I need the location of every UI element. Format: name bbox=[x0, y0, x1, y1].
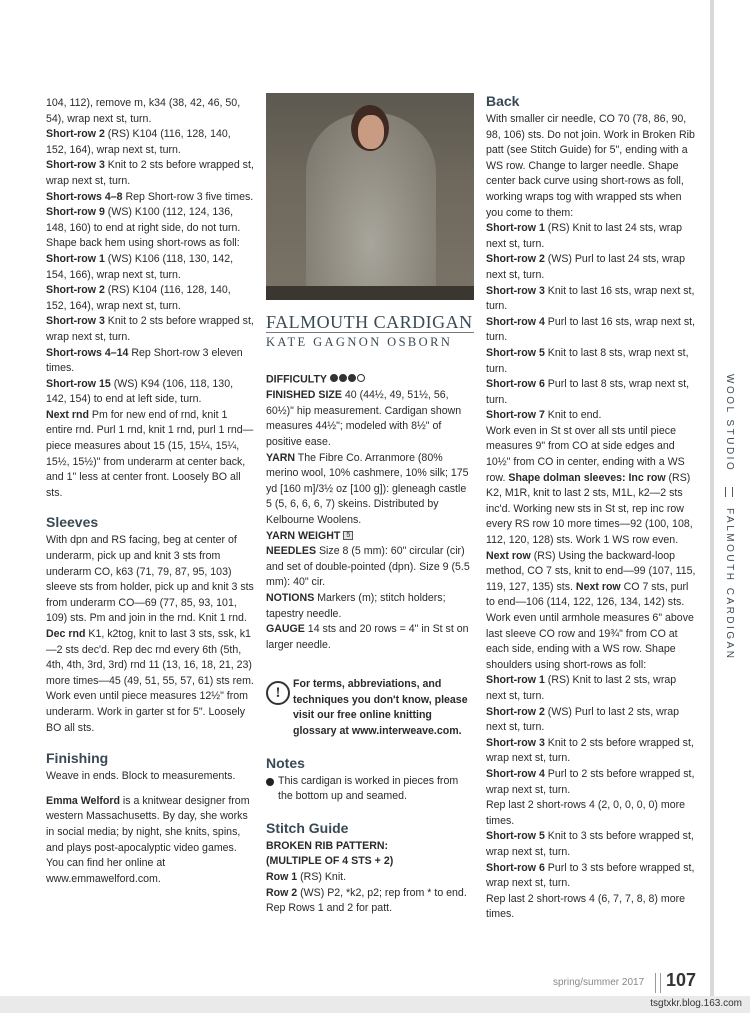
row-text: (RS) Knit to last 24 sts, wrap next st, turn. bbox=[486, 222, 683, 250]
bullet-icon bbox=[266, 778, 274, 786]
instruction bbox=[266, 886, 474, 902]
row-text: (RS) Knit to last 2 sts, wrap next st, turn. bbox=[486, 674, 677, 702]
row-label: Short-row 6 bbox=[486, 378, 545, 391]
pattern-name: BROKEN RIB PATTERN: bbox=[266, 839, 389, 852]
row-text: Knit to end. bbox=[544, 409, 602, 422]
pattern-title: FALMOUTH CARDIGAN bbox=[266, 312, 473, 332]
instruction bbox=[486, 284, 698, 315]
row-text: Purl to 2 sts before wrapped st, wrap next st, turn. bbox=[486, 767, 695, 796]
instruction bbox=[46, 190, 254, 206]
spec-text: Size 8 (5 mm): 60" circular (cir) and set of double-pointed (dpn). Size 9 (5.5 mm): 40" cir. bbox=[266, 545, 470, 589]
instruction bbox=[46, 252, 254, 283]
spec-text: 14 sts and 20 rows = 4" in St st on larger needle. bbox=[266, 623, 469, 651]
note-text: This cardigan is worked in pieces from the bottom up and seamed. bbox=[278, 774, 459, 803]
difficulty-circle-icon bbox=[348, 374, 356, 382]
instruction bbox=[46, 158, 254, 189]
instruction bbox=[486, 861, 698, 892]
row-label: Short-row 3 bbox=[486, 736, 545, 749]
row-label: Short-row 1 bbox=[486, 674, 545, 687]
sidebar-article-label: FALMOUTH CARDIGAN bbox=[724, 508, 735, 661]
yarn-spec bbox=[266, 451, 474, 529]
row-text: Rep Short-row 3 eleven times. bbox=[46, 346, 243, 375]
watermark-text: tsgtxkr.blog.163.com bbox=[650, 998, 742, 1009]
row-label: Row 2 bbox=[266, 886, 298, 899]
instruction bbox=[46, 205, 254, 236]
back-intro: With smaller cir needle, CO 70 (78, 86, 90, 98, 106) sts. Do not join. Work in Broken Rib patt (see Stitch Guide) for 5", ending with a WS row. Change to larger needle. Shape center back curve using short-rows as foll, working wraps tog with wrapped sts when you come to them: bbox=[486, 113, 695, 219]
instruction bbox=[486, 252, 698, 283]
column-middle bbox=[266, 93, 474, 917]
difficulty-rating bbox=[330, 372, 366, 388]
row-label: Short-row 5 bbox=[486, 346, 545, 359]
row-label: Next rnd bbox=[46, 408, 89, 421]
spec-label: NEEDLES bbox=[266, 545, 317, 558]
row-text: Knit to last 16 sts, wrap next st, turn. bbox=[486, 284, 695, 313]
sidebar-labels bbox=[722, 374, 736, 664]
row-text: Knit to 3 sts before wrapped st, wrap next st, turn. bbox=[486, 830, 694, 858]
section-heading-back: Back bbox=[486, 93, 520, 109]
needles-spec bbox=[266, 544, 474, 591]
spec-label: GAUGE bbox=[266, 623, 305, 636]
row-label: Short-row 7 bbox=[486, 409, 545, 422]
row-label: Short-row 2 bbox=[486, 705, 545, 718]
row-text: Purl to 3 sts before wrapped st, wrap next st, turn. bbox=[486, 861, 695, 890]
sidebar-divider bbox=[725, 487, 733, 497]
pattern-text: Rep Rows 1 and 2 for patt. bbox=[266, 902, 393, 915]
row-text: (WS) Purl to last 2 sts, wrap next st, turn. bbox=[486, 705, 680, 734]
row-label: Short-row 5 bbox=[486, 830, 545, 843]
instruction bbox=[486, 315, 698, 346]
section-heading-stitch-guide: Stitch Guide bbox=[266, 819, 349, 836]
row-label: Shape dolman sleeves: Inc row bbox=[508, 471, 666, 484]
row-label: Short-rows 4–14 bbox=[46, 346, 129, 359]
pattern-text: Shape back hem using short-rows as foll: bbox=[46, 237, 240, 250]
instruction bbox=[486, 408, 698, 424]
instruction bbox=[46, 346, 254, 377]
row-text: Pm for new end of rnd, knit 1 entire rnd. Purl 1 rnd, knit 1 rnd, purl 1 rnd—piece measures about 15 (15, 15¼, 15¼, 15½, 15½)" from underarm at center back, and 1" less at center front. Loosely BO all sts. bbox=[46, 408, 254, 499]
instruction bbox=[266, 870, 474, 886]
row-text: Purl to last 8 sts, wrap next st, turn. bbox=[486, 378, 690, 406]
row-label: Short-row 3 bbox=[486, 284, 545, 297]
glossary-callout bbox=[266, 677, 474, 739]
text-span: Work even in St st over all sts until piece measures 9" from CO at side edges and 10½" from CO in center, ending with a WS row. bbox=[486, 424, 685, 484]
text-span: CO 7 sts, purl to end—106 (114, 122, 126, 134, 142) sts. Work even until armhole measures 6" above last sleeve CO row and 19¾" from CO at each side, ending with a WS row. Shape shoulders using short-rows as foll: bbox=[486, 580, 694, 671]
column-right bbox=[486, 93, 698, 923]
body-shaping-text bbox=[486, 424, 698, 674]
row-label: Short-row 2 bbox=[486, 253, 545, 266]
row-text: (WS) K94 (106, 118, 130, 142, 154) to end at left side, turn. bbox=[46, 377, 234, 406]
difficulty-circle-icon bbox=[330, 374, 338, 382]
difficulty-circle-icon bbox=[339, 374, 347, 382]
instruction bbox=[486, 377, 698, 408]
row-text: Knit to last 8 sts, wrap next st, turn. bbox=[486, 346, 689, 375]
row-text: (WS) Purl to last 24 sts, wrap next st, turn. bbox=[486, 253, 685, 281]
instruction bbox=[486, 736, 698, 767]
instruction bbox=[46, 377, 254, 408]
row-label: Short-row 4 bbox=[486, 767, 545, 780]
instruction bbox=[486, 829, 698, 860]
yarn-weight-icon: 5 bbox=[343, 531, 353, 540]
bio-name: Emma Welford bbox=[46, 794, 120, 807]
spec-text: Markers (m); stitch holders; tapestry needle. bbox=[266, 591, 446, 620]
row-label: Short-row 3 bbox=[46, 159, 105, 172]
sidebar-section-label: WOOL STUDIO bbox=[724, 374, 735, 473]
row-label: Short-row 4 bbox=[486, 315, 545, 328]
row-text: (WS) P2, *k2, p2; rep from * to end. bbox=[297, 886, 467, 899]
row-text: Purl to last 16 sts, wrap next st, turn. bbox=[486, 315, 695, 344]
note-item bbox=[266, 774, 474, 805]
row-label: Short-row 6 bbox=[486, 861, 545, 874]
column-left bbox=[46, 96, 254, 887]
row-label: Short-row 3 bbox=[46, 315, 105, 328]
pattern-text: 104, 112), remove m, k34 (38, 42, 46, 50, 54), wrap next st, turn. bbox=[46, 97, 241, 125]
spec-label: FINISHED SIZE bbox=[266, 389, 342, 402]
pattern-text: Rep last 2 short-rows 4 (2, 0, 0, 0, 0) more times. bbox=[486, 799, 686, 827]
row-label: Short-row 1 bbox=[46, 252, 105, 265]
instruction bbox=[486, 767, 698, 798]
difficulty-label: DIFFICULTY bbox=[266, 373, 328, 386]
row-label: Short-row 1 bbox=[486, 222, 545, 235]
row-text: (WS) K100 (112, 124, 136, 148, 160) to end at right side, do not turn. bbox=[46, 206, 241, 234]
spec-text: The Fibre Co. Arranmore (80% merino wool, 10% cashmere, 10% silk; 175 yd [160 m]/3½ oz [100 g]): gleneagh castle 5 (5, 6, 6, 6, 7) skeins. Distributed by Kelbourne Woolens. bbox=[266, 451, 469, 526]
instruction bbox=[486, 705, 698, 736]
cardigan-photo bbox=[266, 93, 474, 300]
difficulty bbox=[266, 372, 474, 388]
text-span: (RS) K2, M1R, knit to last 2 sts, M1L, k2—2 sts inc'd. Working new sts in St st, rep inc row every RS row 10 more times—92 (100, 108, 112, 120, 128) sts. Work 1 WS row even. bbox=[486, 471, 693, 547]
row-text: Knit to 2 sts before wrapped st, wrap next st, turn. bbox=[486, 736, 694, 765]
section-heading-sleeves: Sleeves bbox=[46, 514, 99, 531]
row-text: (RS) Knit. bbox=[297, 871, 347, 884]
instruction bbox=[486, 221, 698, 252]
instruction bbox=[46, 314, 254, 345]
spec-label: YARN WEIGHT bbox=[266, 529, 341, 542]
gauge-spec bbox=[266, 622, 474, 653]
footer-divider bbox=[655, 973, 661, 993]
issue-label: spring/summer 2017 bbox=[553, 977, 645, 988]
finished-size bbox=[266, 388, 474, 450]
spec-label: NOTIONS bbox=[266, 591, 315, 604]
row-label: Short-row 2 bbox=[46, 284, 105, 297]
spec-text: 40 (44½, 49, 51½, 56, 60½)" hip measurement. Cardigan shown measures 44½"; modeled with 8½" of positive ease. bbox=[266, 389, 462, 448]
row-label: Row 1 bbox=[266, 871, 298, 884]
page-number: 107 bbox=[666, 970, 697, 990]
instruction bbox=[486, 346, 698, 377]
watermark-bar bbox=[0, 996, 750, 1013]
bio-text: is a knitwear designer from western Massachusetts. By day, she works in social media; by night, she knits, spins, and plays post-apocalyptic video games. You can find her online at www.emmawelford.com. bbox=[46, 794, 250, 885]
row-label: Short-row 2 bbox=[46, 128, 105, 141]
instruction bbox=[486, 673, 698, 704]
row-label: Next row bbox=[575, 580, 621, 593]
row-label: Next row bbox=[486, 549, 531, 562]
row-text: (RS) K104 (116, 128, 140, 152, 164), wrap next st, turn. bbox=[46, 128, 231, 156]
text-span: With dpn and RS facing, beg at center of underarm, pick up and knit 3 sts from underarm CO, k63 (71, 79, 87, 95, 103) sleeve sts from holder, pick up and knit 3 sts from underarm CO—69 (77, 85, 93, 101, 109) sts. Pm and join in the rnd. Knit 1 rnd. bbox=[46, 534, 254, 625]
row-text: Rep Short-row 3 five times. bbox=[122, 190, 254, 203]
row-text: (WS) K106 (118, 130, 142, 154, 166), wrap next st, turn. bbox=[46, 252, 234, 281]
difficulty-circle-icon bbox=[357, 374, 365, 382]
finishing-text: Weave in ends. Block to measurements. bbox=[46, 770, 236, 783]
spec-label: YARN bbox=[266, 451, 296, 464]
instruction bbox=[46, 408, 254, 502]
glossary-text: For terms, abbreviations, and techniques you don't know, please visit our free online knitting glossary at www.interweave.com. bbox=[293, 678, 468, 738]
pattern-multiple: (MULTIPLE OF 4 STS + 2) bbox=[266, 855, 394, 868]
designer-name: KATE GAGNON OSBORN bbox=[266, 332, 474, 350]
instruction bbox=[46, 127, 254, 158]
yarn-weight bbox=[266, 529, 474, 545]
pattern-text: Rep last 2 short-rows 4 (6, 7, 7, 8, 8) more times. bbox=[486, 892, 686, 921]
photo-base bbox=[266, 286, 474, 300]
row-label: Dec rnd bbox=[46, 628, 86, 640]
row-label: Short-rows 4–8 bbox=[46, 190, 123, 203]
model-face bbox=[358, 115, 384, 149]
sleeves-text bbox=[46, 533, 254, 736]
instruction bbox=[46, 283, 254, 314]
text-span: K1, k2tog, knit to last 3 sts, ssk, k1—2 sts dec'd. Rep dec rnd every 6th (5th, 4th, 4th, 3rd, 3rd) rnd 11 (13, 16, 18, 21, 23) more times—45 (49, 51, 55, 57, 61) sts rem. Work even until piece measures 12½" from underarm. Work in garter st for 5". Loosely BO all sts. bbox=[46, 628, 254, 734]
section-heading-notes: Notes bbox=[266, 754, 305, 771]
row-text: Knit to 2 sts before wrapped st, wrap next st, turn. bbox=[46, 315, 254, 343]
designer-bio bbox=[46, 794, 254, 888]
row-label: Short-row 15 bbox=[46, 377, 111, 390]
row-label: Short-row 9 bbox=[46, 206, 105, 219]
notions-spec bbox=[266, 591, 474, 622]
section-heading-finishing: Finishing bbox=[46, 750, 109, 767]
row-text: (RS) K104 (116, 128, 140, 152, 164), wrap next st, turn. bbox=[46, 284, 231, 312]
text-span: (RS) Using the backward-loop method, CO 7 sts, knit to end—99 (107, 115, 119, 127, 135) sts. bbox=[486, 549, 696, 593]
exclamation-icon: ! bbox=[266, 681, 290, 705]
row-text: Knit to 2 sts before wrapped st, wrap next st, turn. bbox=[46, 159, 254, 187]
